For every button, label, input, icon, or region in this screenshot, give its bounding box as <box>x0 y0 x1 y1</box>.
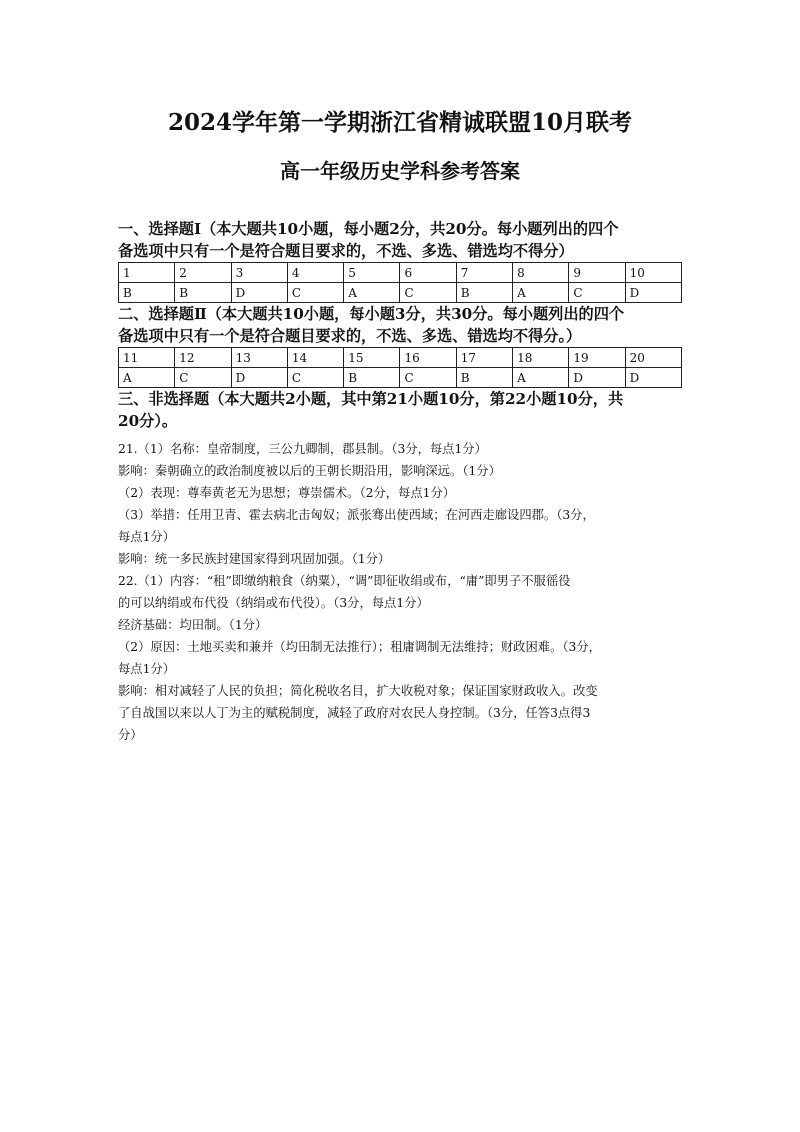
question-number: 16 <box>400 348 456 368</box>
answer-line: 经济基础：均田制。（1分） <box>118 618 268 632</box>
answer-line: （2）原因：土地买卖和兼并（均田制无法推行）；租庸调制无法维持；财政困难。（3分， <box>118 640 601 654</box>
question-number: 9 <box>569 263 625 283</box>
section1-heading-line2: 备选项中只有一个是符合题目要求的，不选、多选、错选均不得分） <box>118 242 574 260</box>
section2-answer-row <box>119 368 682 388</box>
answer-cell: B <box>456 368 512 388</box>
question-number: 10 <box>625 263 681 283</box>
answer-line: 影响：相对减轻了人民的负担；简化税收名目，扩大收税对象；保证国家财政收入。改变 <box>118 684 598 698</box>
question-number: 6 <box>400 263 456 283</box>
question-number: 19 <box>569 348 625 368</box>
section1-heading <box>118 218 682 262</box>
answer-cell: B <box>175 283 231 303</box>
question-number: 15 <box>344 348 400 368</box>
answer-line: 每点1分） <box>118 530 176 544</box>
section1-heading-line1: 一、选择题Ⅰ（本大题共10小题，每小题2分，共20分。每小题列出的四个 <box>118 220 619 238</box>
answer-cell: D <box>231 368 287 388</box>
answer-cell: C <box>400 368 456 388</box>
answer-line: 每点1分） <box>118 662 176 676</box>
answer-cell: A <box>344 283 400 303</box>
question-number: 13 <box>231 348 287 368</box>
question-number: 12 <box>175 348 231 368</box>
answer-line: 的可以纳绢或布代役（纳绢或布代役）。（3分，每点1分） <box>118 596 429 610</box>
answer-cell: D <box>569 368 625 388</box>
answer-line: （2）表现：尊奉黄老无为思想；尊崇儒术。（2分，每点1分） <box>118 486 456 500</box>
answer-line: 分） <box>118 728 143 742</box>
answer-cell: C <box>400 283 456 303</box>
section3-heading-line2: 20分）。 <box>118 412 178 430</box>
section2-answer-table <box>118 347 682 388</box>
answer-cell: B <box>119 283 175 303</box>
answer-line: 21.（1）名称：皇帝制度，三公九卿制，郡县制。（3分，每点1分） <box>118 442 487 456</box>
question-21-answer <box>118 438 682 570</box>
answer-cell: D <box>625 283 681 303</box>
question-number: 3 <box>231 263 287 283</box>
question-number: 1 <box>119 263 175 283</box>
answer-line: 了自战国以来以人丁为主的赋税制度，减轻了政府对农民人身控制。（3分，任答3点得3 <box>118 706 591 720</box>
question-number: 7 <box>456 263 512 283</box>
section1-answer-table <box>118 262 682 303</box>
answer-line: 22.（1）内容：“租”即缴纳粮食（纳粟），“调”即征收绢或布，“庸”即男子不服徭役 <box>118 574 571 588</box>
answer-cell: B <box>344 368 400 388</box>
section2-number-row <box>119 348 682 368</box>
answer-cell: D <box>625 368 681 388</box>
answer-line: 影响：统一多民族封建国家得到巩固加强。（1分） <box>118 552 391 566</box>
answer-cell: B <box>456 283 512 303</box>
question-number: 20 <box>625 348 681 368</box>
section1-answer-row <box>119 283 682 303</box>
question-number: 17 <box>456 348 512 368</box>
section2-heading-line1: 二、选择题Ⅱ（本大题共10小题，每小题3分，共30分。每小题列出的四个 <box>118 305 625 323</box>
question-22-answer <box>118 570 682 746</box>
answer-cell: A <box>513 368 569 388</box>
answer-sheet <box>118 104 682 746</box>
question-number: 2 <box>175 263 231 283</box>
question-number: 8 <box>513 263 569 283</box>
answer-cell: A <box>513 283 569 303</box>
section2-heading <box>118 303 682 347</box>
section1-number-row <box>119 263 682 283</box>
question-number: 11 <box>119 348 175 368</box>
question-number: 5 <box>344 263 400 283</box>
section2-heading-line2: 备选项中只有一个是符合题目要求的，不选、多选、错选均不得分。） <box>118 327 582 345</box>
answer-line: （3）举措：任用卫青、霍去病北击匈奴；派张骞出使西域；在河西走廊设四郡。（3分， <box>118 508 595 522</box>
question-number: 18 <box>513 348 569 368</box>
answer-cell: C <box>287 368 343 388</box>
question-number: 14 <box>287 348 343 368</box>
answer-cell: C <box>569 283 625 303</box>
answer-cell: C <box>175 368 231 388</box>
section3-heading-line1: 三、非选择题（本大题共2小题，其中第21小题10分，第22小题10分，共 <box>118 390 624 408</box>
page-title: 2024学年第一学期浙江省精诚联盟10月联考 <box>167 109 633 136</box>
answer-cell: D <box>231 283 287 303</box>
answer-line: 影响：秦朝确立的政治制度被以后的王朝长期沿用，影响深远。（1分） <box>118 464 501 478</box>
question-number: 4 <box>287 263 343 283</box>
page-subtitle: 高一年级历史学科参考答案 <box>280 159 520 183</box>
section3-heading <box>118 388 682 432</box>
answer-cell: C <box>287 283 343 303</box>
answer-cell: A <box>119 368 175 388</box>
